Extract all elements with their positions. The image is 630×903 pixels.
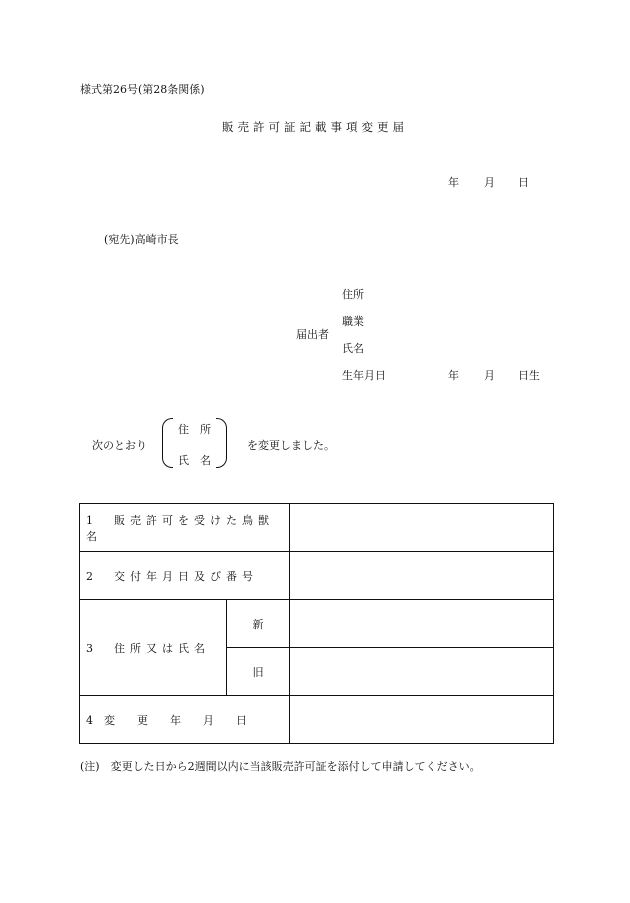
date-day-label: 日 bbox=[518, 176, 529, 189]
date-year-label: 年 bbox=[448, 176, 459, 189]
right-bracket bbox=[216, 418, 227, 468]
new-label: 新 bbox=[227, 600, 290, 648]
new-value-field[interactable] bbox=[290, 600, 554, 648]
table-row-address-new bbox=[80, 600, 554, 648]
change-date-field[interactable] bbox=[290, 696, 554, 744]
applicant-name-label: 氏名 bbox=[342, 342, 364, 355]
birth-month-label: 月 bbox=[484, 369, 495, 382]
change-details-table bbox=[79, 503, 554, 744]
birth-year-label: 年 bbox=[448, 369, 459, 382]
footnote: (注) 変更した日から2週間以内に当該販売許可証を添付して申請してください。 bbox=[80, 760, 481, 773]
animal-name-field[interactable] bbox=[290, 504, 554, 552]
table-row-change-date bbox=[80, 696, 554, 744]
change-item-name: 氏 名 bbox=[178, 454, 211, 467]
left-bracket bbox=[162, 418, 173, 468]
applicant-label: 届出者 bbox=[296, 328, 329, 341]
issue-date-number-label: 2 交付年月日及び番号 bbox=[80, 552, 290, 600]
table-row-issue bbox=[80, 552, 554, 600]
change-intro: 次のとおり bbox=[92, 439, 147, 452]
address-or-name-label: 3 住所又は氏名 bbox=[80, 600, 227, 696]
old-label: 旧 bbox=[227, 648, 290, 696]
document-title: 販売許可証記載事項変更届 bbox=[222, 120, 408, 134]
change-date-label: 4 変 更 年 月 日 bbox=[80, 696, 290, 744]
date-month-label: 月 bbox=[484, 176, 495, 189]
old-value-field[interactable] bbox=[290, 648, 554, 696]
issue-date-number-field[interactable] bbox=[290, 552, 554, 600]
applicant-birthdate-label: 生年月日 bbox=[342, 369, 386, 382]
form-number: 様式第26号(第28条関係) bbox=[80, 83, 205, 96]
change-tail: を変更しました。 bbox=[247, 439, 335, 452]
birth-day-label: 日生 bbox=[518, 369, 540, 382]
change-item-address: 住 所 bbox=[178, 423, 211, 436]
animal-name-label: 1 販売許可を受けた鳥獣名 bbox=[80, 504, 290, 552]
applicant-address-label: 住所 bbox=[342, 288, 364, 301]
applicant-occupation-label: 職業 bbox=[342, 315, 364, 328]
table-row-animal bbox=[80, 504, 554, 552]
addressee: (宛先)高崎市長 bbox=[104, 233, 179, 246]
